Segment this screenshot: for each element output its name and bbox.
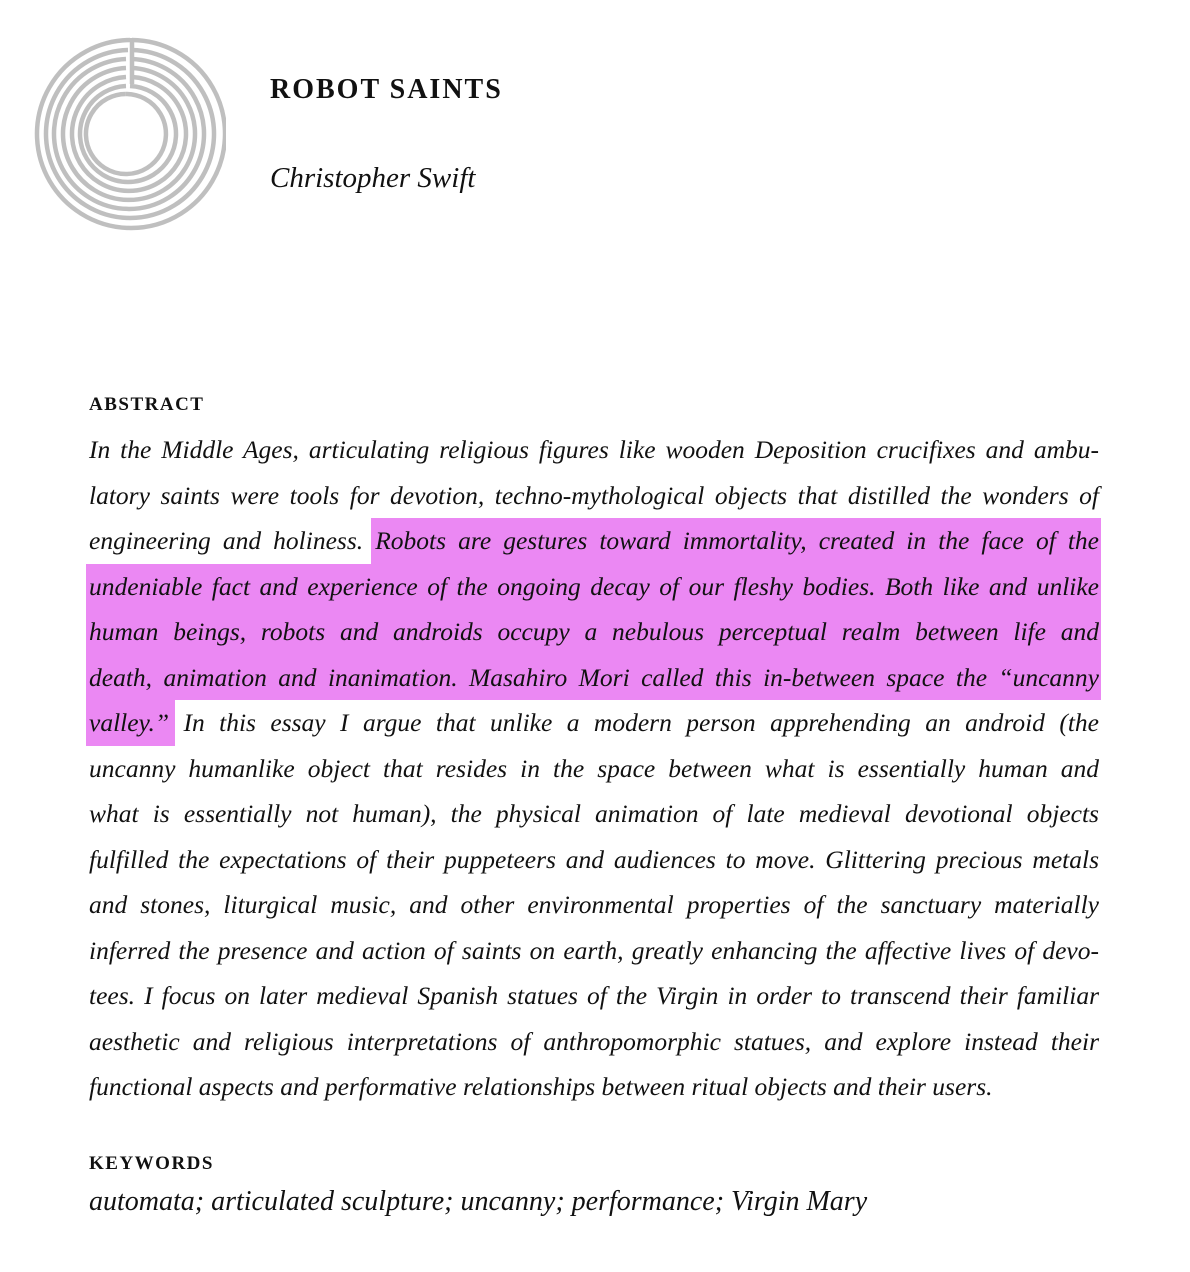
highlighted-text: undeniable fact and experience of the ongoing decay of our fleshy bodies. Both like and unlike <box>89 571 1099 601</box>
keywords-heading: KEYWORDS <box>89 1153 214 1174</box>
abstract-text: In this essay I argue that unlike a modern person apprehending an android (the <box>169 708 1099 737</box>
highlighted-text: Robots are gestures toward immortality, created in the face of the <box>375 526 1099 555</box>
keywords-list: automata; articulated sculpture; uncanny; performance; Virgin Mary <box>89 1186 868 1217</box>
abstract-line <box>89 928 1099 974</box>
abstract-line <box>89 518 1099 564</box>
highlighted-text: human beings, robots and androids occupy a nebulous perceptual realm between life and <box>89 617 1099 646</box>
abstract-line <box>89 837 1099 883</box>
abstract-line <box>89 427 1099 473</box>
abstract-line <box>89 882 1099 928</box>
abstract-text: inferred the presence and action of saints on earth, greatly enhancing the affective lives of devo- <box>89 935 1099 965</box>
article-title: ROBOT SAINTS <box>270 74 503 105</box>
abstract-line <box>89 700 1099 746</box>
abstract-text: what is essentially not human), the physical animation of late medieval devotional objects <box>89 799 1099 828</box>
abstract-line <box>86 609 1101 655</box>
abstract-body <box>89 427 1099 1110</box>
abstract-line <box>89 473 1099 519</box>
highlighted-text: valley.” <box>89 708 170 737</box>
abstract-line <box>89 973 1099 1019</box>
abstract-line <box>89 746 1099 792</box>
author-name: Christopher Swift <box>270 162 476 194</box>
abstract-line <box>89 791 1099 837</box>
abstract-text: latory saints were tools for devotion, techno-mythological objects that distilled the wonders of <box>89 480 1099 510</box>
abstract-line <box>86 564 1101 610</box>
abstract-heading: ABSTRACT <box>89 394 205 415</box>
abstract-text: uncanny humanlike object that resides in the space between what is essentially human and <box>89 753 1099 783</box>
abstract-text: tees. I focus on later medieval Spanish statues of the Virgin in order to transcend their familiar <box>89 981 1099 1010</box>
highlighted-text: death, animation and inanimation. Masahiro Mori called this in-between space the “uncanny <box>89 662 1099 692</box>
abstract-text: In the Middle Ages, articulating religious figures like wooden Deposition crucifixes and ambu- <box>89 435 1099 464</box>
abstract-text: fulfilled the expectations of their puppeteers and audiences to move. Glittering precious metals <box>89 844 1099 874</box>
abstract-text: and stones, liturgical music, and other environmental properties of the sanctuary materially <box>89 890 1099 919</box>
abstract-text: engineering and holiness. <box>89 526 376 555</box>
concentric-rings-logo-icon <box>26 34 226 234</box>
abstract-text: functional aspects and performative relationships between ritual objects and their users. <box>89 1072 993 1101</box>
abstract-line <box>89 1064 1099 1110</box>
abstract-line <box>86 655 1101 701</box>
abstract-line <box>89 1019 1099 1065</box>
abstract-text: aesthetic and religious interpretations of anthropomorphic statues, and explore instead their <box>89 1026 1099 1056</box>
